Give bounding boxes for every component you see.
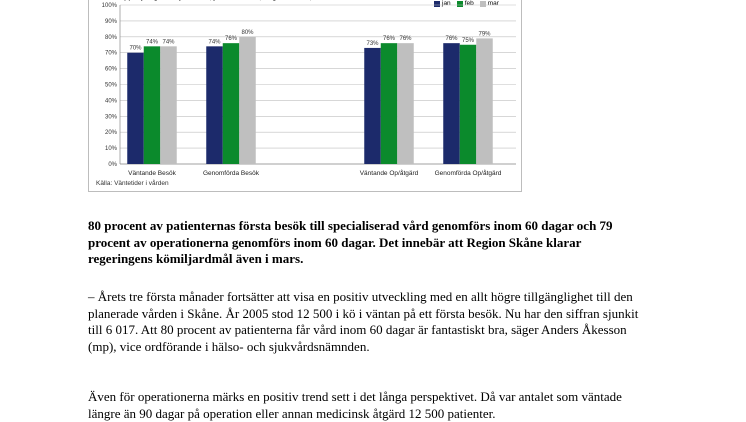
data-label: 76% <box>445 36 458 43</box>
bar-mar <box>239 37 256 164</box>
x-category-label: Väntande Op/åtgärd <box>359 170 419 177</box>
x-category-label: Genomförda Besök <box>202 170 260 177</box>
bar-chart <box>88 0 522 192</box>
bar-mar <box>476 38 493 164</box>
bar-mar <box>160 46 177 164</box>
article-paragraph-2 <box>88 389 648 422</box>
data-label: 73% <box>366 40 379 47</box>
y-tick-label: 10% <box>104 146 117 153</box>
chart-plot <box>89 0 521 191</box>
bar-jan <box>443 43 460 164</box>
bar-jan <box>206 46 223 164</box>
bar-feb <box>460 45 477 164</box>
y-tick-label: 90% <box>104 18 117 25</box>
y-tick-label: 100% <box>101 3 117 9</box>
data-label: 80% <box>241 29 254 36</box>
y-tick-label: 60% <box>104 66 117 73</box>
chart-source: Källa: Väntetider i vården <box>96 180 169 187</box>
legend-label-mar: mar <box>487 0 499 7</box>
article-headline <box>88 218 648 268</box>
legend-label-jan: jan <box>442 0 451 7</box>
data-label: 70% <box>129 45 142 52</box>
y-tick-label: 70% <box>104 50 117 57</box>
bar-feb <box>223 43 240 164</box>
paragraph-2-text: Även för operationerna märks en positiv trend sett i det långa perspektivet. Då var antalet som väntade längre än 90 dagar på operation eller annan medicinsk åtgärd 12 500 patienter. <box>88 389 622 421</box>
bar-feb <box>144 46 161 164</box>
paragraph-1-text: – Årets tre första månader fortsätter att visa en positiv utveckling med en allt högre tillgänglighet till den planerade vården i Skåne. År 2005 stod 12 500 i kö i väntan på ett första besök. Nu har den siffran sjunkit till 6 017. Att 80 procent av patienterna får vård inom 60 dagar är fantastiskt bra, säger Anders Åkesson (mp), vice ordförande i hälso- och sjukvårdsnämnden. <box>88 289 639 354</box>
data-label: 75% <box>461 37 475 44</box>
bar-mar <box>397 43 414 164</box>
data-label: 76% <box>224 36 238 43</box>
data-label: 79% <box>478 31 491 38</box>
y-tick-label: 20% <box>104 130 117 137</box>
data-label: 74% <box>208 39 221 46</box>
x-category-label: Väntande Besök <box>128 170 176 177</box>
legend-label-feb: feb <box>464 0 474 7</box>
bar-jan <box>364 48 381 164</box>
x-category-label: Genomförda Op/åtgärd <box>434 170 502 177</box>
y-tick-label: 80% <box>104 34 117 41</box>
data-label: 76% <box>382 36 396 43</box>
data-label: 74% <box>162 39 175 46</box>
y-tick-label: 30% <box>104 114 117 121</box>
headline-text: 80 procent av patienternas första besök till specialiserad vård genomförs inom 60 dagar och 79 procent av operationerna genomförs inom 60 dagar. Det innebär att Region Skåne klarar regeringens kömiljardmål även i mars. <box>88 218 613 267</box>
y-tick-label: 40% <box>104 98 117 105</box>
bar-feb <box>381 43 398 164</box>
y-tick-label: 50% <box>104 82 117 89</box>
article-paragraph-1 <box>88 289 648 355</box>
bar-jan <box>127 53 144 164</box>
data-label: 74% <box>145 39 159 46</box>
y-tick-label: 0% <box>108 162 117 168</box>
data-label: 76% <box>399 36 412 43</box>
